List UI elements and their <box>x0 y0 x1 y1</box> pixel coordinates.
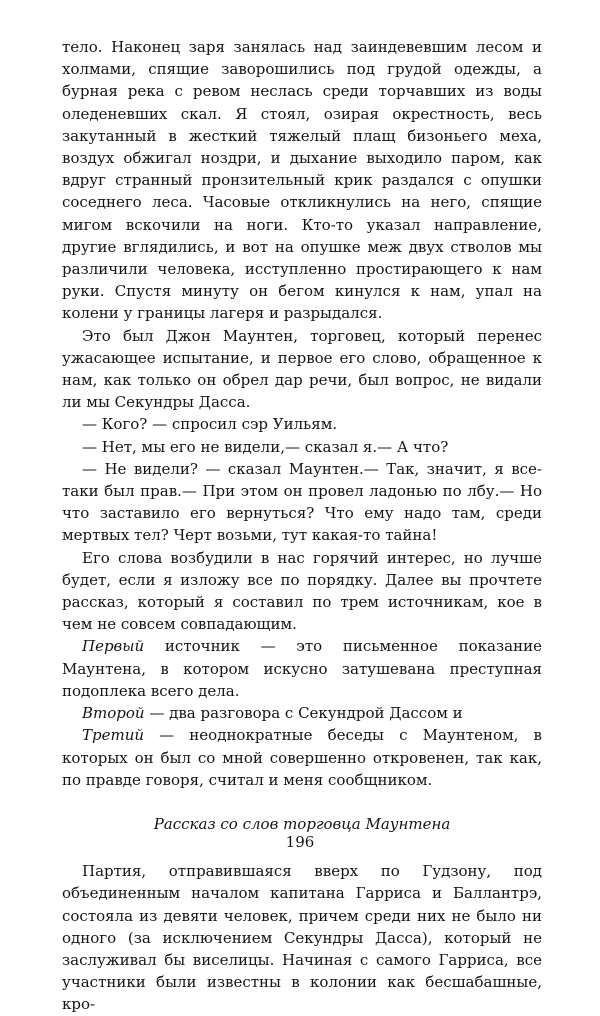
source-item-third <box>62 724 542 791</box>
paragraph: Партия, отправившаяся вверх по Гудзону, под объединенным началом капитана Гарриса и Баллантрэ, состояла из девяти человек, причем среди них не было ни одного (за исключением Секундры Дасса), который не заслуживал бы виселицы. Начиная с самого Гарриса, все участники были известны в колонии как бесшабашные, кро- <box>62 862 542 1014</box>
source-text: источник — это письменное показание Маунтена, в котором искусно затушевана преступная подоплека всего дела. <box>62 637 542 700</box>
dialogue-line: — Нет, мы его не видели,— сказал я.— А что? <box>82 437 449 456</box>
source-text: — неоднократные беседы с Маунтеном, в которых он был со мной совершенно откровенен, так как, по правде говоря, считал и меня сообщником. <box>62 726 542 789</box>
source-text: — два разговора с Секундрой Дассом и <box>144 704 463 723</box>
source-item-first <box>62 635 542 702</box>
paragraph: Это был Джон Маунтен, торговец, который перенес ужасающее испытание, и первое его слово, обращенное к нам, как только он обрел дар речи, был вопрос, не видали ли мы Секундры Дасса. <box>62 326 542 412</box>
section-heading: Рассказ со слов торговца Маунтена <box>153 814 451 833</box>
source-label: Первый <box>82 637 145 656</box>
source-label: Третий <box>82 726 145 745</box>
source-label: Второй <box>82 704 145 723</box>
paragraph: Его слова возбудили в нас горячий интерес, но лучше будет, если я изложу все по порядку. Далее вы прочтете рассказ, который я составил по трем источникам, кое в чем не совсем совпадающим. <box>62 548 542 634</box>
source-item-second <box>62 702 542 724</box>
book-page <box>62 36 542 1016</box>
dialogue-line: — Не видели? — сказал Маунтен.— Так, значит, я все-таки был прав.— При этом он провел ладонью по лбу.— Но что заставило его вернуться? Что ему надо там, среди мертвых тел? Черт возьми, тут какая-то тайна! <box>62 459 542 545</box>
paragraph: тело. Наконец заря занялась над заиндевевшим лесом и холмами, спящие заворошились под грудой одежды, а бурная река с ревом неслась среди торчавших из воды оледеневших скал. Я стоял, озирая окрестность, весь закутанный в жесткий тяжелый плащ бизоньего меха, воздух обжигал ноздри, и дыхание выходило паром, как вдруг странный пронзительный крик раздался с опушки соседнего леса. Часовые откликнулись на него, спящие мигом вскочили на ноги. Кто-то указал направление, другие вглядились, и вот на опушке меж двух стволов мы различили человека, исступленно простирающего к нам руки. Спустя минуту он бегом кинулся к нам, упал на колени у границы лагеря и разрыдался. <box>62 38 542 323</box>
page-number: 196 <box>285 833 315 851</box>
dialogue-line: — Кого? — спросил сэр Уильям. <box>82 415 338 434</box>
